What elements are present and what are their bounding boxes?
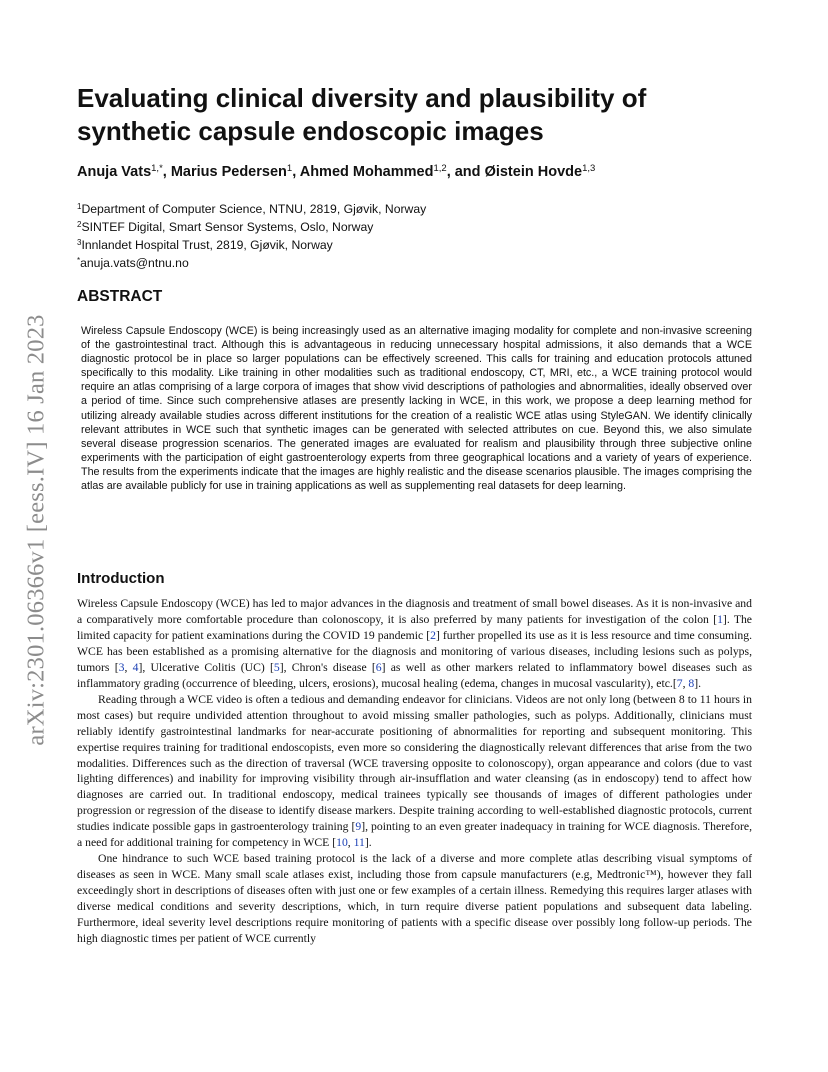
affiliation-mark: 2	[77, 220, 82, 229]
citation-link[interactable]: 7	[676, 676, 683, 690]
citation-link[interactable]: 6	[375, 660, 382, 674]
paragraph-text: ].	[364, 836, 372, 850]
paragraph-text: ], pointing to an even greater inadequacy in training for WCE diagnosis. Therefore, a need for additional training for competency in WCE [	[77, 820, 752, 850]
paragraph-text: ] further propelled its use as it is less resource and time consuming. WCE has been established as a promising alternative for the diagnosis and monitoring of various diseases, including lesions such as polyps, tumors [	[77, 628, 752, 674]
author-separator: ,	[162, 164, 171, 180]
author-affiliation-mark: 1,2	[433, 163, 447, 174]
arxiv-identifier-stamp	[22, 290, 52, 770]
affiliation-mark: *	[77, 256, 81, 265]
introduction-paragraph	[77, 851, 752, 947]
paragraph-text: One hindrance to such WCE based training protocol is the lack of a diverse and more complete atlas describing visual symptoms of diseases as seen in WCE. Many small scale atlases exist, including those from capsule manufacturers (e.g, Medtronic™), however they fall exceedingly short in descriptions of diseases often with just one or few examples of a certain illness. Remedying this requires larger atlases with diverse medical conditions and severity descriptions, which, in turn require diverse patient populations and subsequent data labeling. Furthermore, ideal severity level descriptions require monitoring of patients with a specific disease over possibly long follow-up periods. The high diagnostic times per patient of WCE currently	[77, 852, 752, 946]
paragraph-text: ].	[694, 676, 702, 690]
paragraph-text: ]. The limited capacity for patient examinations during the COVID 19 pandemic [	[77, 612, 752, 642]
author-name: Ahmed Mohammed	[299, 164, 434, 180]
affiliation-list	[77, 199, 777, 271]
citation-link[interactable]: 9	[355, 820, 362, 834]
citation-link[interactable]: 2	[430, 628, 436, 642]
author-separator: ,	[292, 164, 300, 180]
affiliation-mark: 3	[77, 238, 82, 247]
paragraph-text: ] as well as other markers related to inflammatory bowel diseases such as inflammatory grading (occurrence of bleeding, ulcers, erosions), mucosal healing (edema, changes in mucosal vascularity), etc.[	[77, 660, 752, 690]
affiliation-mark: 1	[77, 202, 82, 211]
paragraph-text: ,	[682, 676, 689, 690]
author-name: Anuja Vats	[77, 164, 152, 180]
citation-link[interactable]: 4	[132, 660, 139, 674]
author-affiliation-mark: 1	[286, 163, 293, 174]
affiliation-line	[77, 199, 777, 217]
affiliation-line	[77, 253, 777, 271]
affiliation-text: Department of Computer Science, NTNU, 2819, Gjøvik, Norway	[81, 202, 427, 216]
citation-link[interactable]: 3	[118, 660, 125, 674]
introduction-paragraph	[77, 692, 752, 852]
paragraph-text: ], Chron's disease [	[279, 660, 376, 674]
paragraph-text: Wireless Capsule Endoscopy (WCE) has led to major advances in the diagnosis and treatment of small bowel diseases. As it is non-invasive and a comparatively more comfortable procedure than colonoscopy, it is also preferred by many patients for investigation of the colon [	[77, 597, 752, 626]
introduction-paragraph	[77, 596, 752, 692]
citation-link[interactable]: 1	[717, 612, 723, 626]
citation-link[interactable]: 5	[273, 660, 280, 674]
abstract-text: Wireless Capsule Endoscopy (WCE) is being increasingly used as an alternative imaging modality for complete and non-invasive screening of the gastrointestinal tract. Although this is advantageous in reducing unnecessary hospital admissions, it also demands that a WCE diagnostic protocol be in place so larger populations can be effectively screened. This calls for training and education protocols attuned specifically to this modality. Like training in other modalities such as traditional endoscopy, CT, MRI, etc., a WCE training protocol would require an atlas comprising of a large corpora of images that show vivid descriptions of pathologies and abnormalities, ideally observed over a period of time. Since such comprehensive atlases are presently lacking in WCE, in this work, we propose a deep learning method for utilizing already available studies across different institutions for the creation of a realistic WCE atlas using StyleGAN. We identify clinically relevant attributes in WCE such that synthetic images can be generated with selected attributes on cue. Beyond this, we also simulate several disease progression scenarios. The generated images are evaluated for realism and plausibility through three subjective online experiments with the participation of eight gastroenterology experts from three geographical locations and a variety of years of experience. The results from the experiments indicate that the images are highly realistic and the disease scenarios plausible. The images comprising the atlas are available publicly for use in training applications as well as supplementing real datasets for deep learning.	[81, 325, 752, 493]
author-name: Marius Pedersen	[170, 164, 287, 180]
introduction-heading: Introduction	[77, 570, 165, 587]
author-name: Øistein Hovde	[484, 164, 583, 180]
affiliation-text: Innlandet Hospital Trust, 2819, Gjøvik, Norway	[81, 238, 333, 252]
author-affiliation-mark: 1,*	[151, 163, 163, 174]
citation-link[interactable]: 11	[353, 836, 365, 850]
paragraph-text: ], Ulcerative Colitis (UC) [	[138, 660, 274, 674]
introduction-body	[77, 596, 752, 947]
paragraph-text: ,	[347, 836, 354, 850]
corresponding-email: anuja.vats@ntnu.no	[80, 256, 189, 270]
arxiv-identifier-text: arXiv:2301.06366v1 [eess.IV] 16 Jan 2023	[23, 314, 50, 746]
abstract-heading: ABSTRACT	[77, 288, 163, 305]
paragraph-text: ,	[124, 660, 133, 674]
affiliation-line	[77, 217, 777, 235]
author-list	[77, 159, 777, 182]
affiliation-text: SINTEF Digital, Smart Sensor Systems, Oslo, Norway	[81, 220, 374, 234]
author-affiliation-mark: 1,3	[582, 163, 596, 174]
affiliation-line	[77, 235, 777, 253]
paper-title: Evaluating clinical diversity and plausibility of synthetic capsule endoscopic images	[77, 83, 647, 146]
paragraph-text: Reading through a WCE video is often a tedious and demanding endeavor for clinicians. Videos are not only long (between 8 to 11 hours in most cases) but require undivided attention throughout to avoid missing smaller pathologies, such as polyps. Additionally, clinicians must reliably identify gastrointestinal landmarks for near-accurate positioning of abnormalities for reporting and subsequent monitoring. This expertise requires training for traditional endoscopists, even more so considering the diagnostically relevant differences that arise from the two modalities. Differences such as the direction of traversal (WCE traversing opposite to colonoscopy), organ appearance and colors (due to vast lighting differences) and inability for improving visibility through air-insufflation and water cleansing (as in endoscopy) tend to affect how diagnoses are carried out. In traditional endoscopy, medical trainees typically see thousands of images of different pathologies under progression or regression of the disease to identify disease markers. Despite training according to well-established diagnostic protocols, current studies indicate possible gaps in gastroenterology training [	[77, 692, 752, 834]
citation-link[interactable]: 8	[688, 676, 695, 690]
citation-link[interactable]: 10	[336, 836, 348, 850]
author-separator: , and	[446, 164, 485, 180]
